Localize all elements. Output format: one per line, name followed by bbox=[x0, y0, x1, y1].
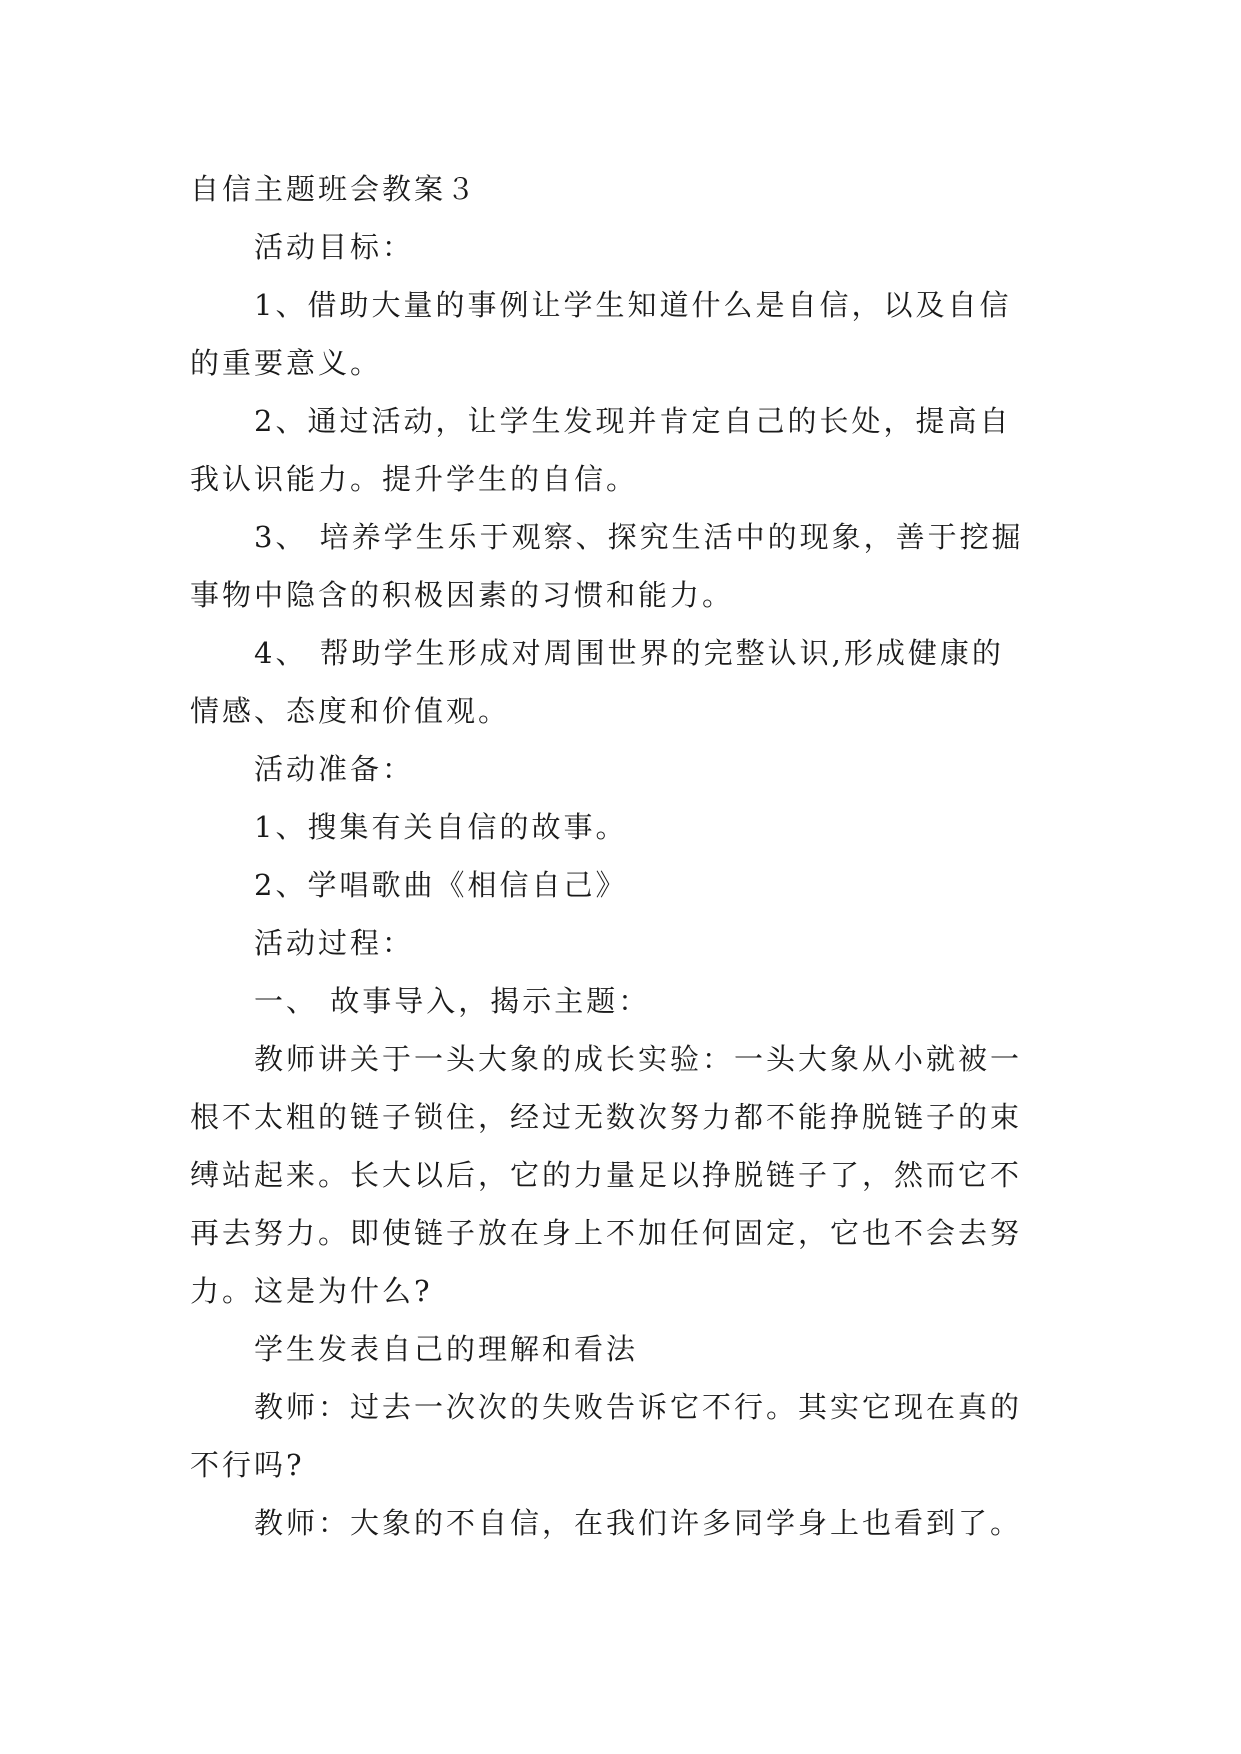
document-title: 自信主题班会教案３ bbox=[190, 172, 479, 206]
paragraph-line: 2、学唱歌曲《相信自己》 bbox=[254, 868, 628, 902]
paragraph-line: 2、通过活动，让学生发现并肯定自己的长处，提高自 bbox=[254, 404, 1012, 438]
paragraph-line: 再去努力。即使链子放在身上不加任何固定，它也不会去努 bbox=[190, 1216, 1023, 1250]
paragraph-line: 根不太粗的链子锁住，经过无数次努力都不能挣脱链子的束 bbox=[190, 1100, 1023, 1134]
paragraph-line: 1、借助大量的事例让学生知道什么是自信，以及自信 bbox=[254, 288, 1012, 322]
subsection-heading: 一、 故事导入，揭示主题： bbox=[254, 984, 651, 1018]
paragraph-line: 事物中隐含的积极因素的习惯和能力。 bbox=[190, 578, 735, 612]
paragraph-line: 情感、态度和价值观。 bbox=[190, 694, 511, 728]
paragraph-line: 学生发表自己的理解和看法 bbox=[254, 1332, 639, 1366]
paragraph-line: 3、 培养学生乐于观察、探究生活中的现象，善于挖掘 bbox=[254, 520, 1024, 554]
paragraph-line: 教师：过去一次次的失败告诉它不行。其实它现在真的 bbox=[254, 1390, 1023, 1424]
paragraph-line: 力。这是为什么? bbox=[190, 1274, 433, 1308]
paragraph-line: 缚站起来。长大以后，它的力量足以挣脱链子了，然而它不 bbox=[190, 1158, 1023, 1192]
paragraph-line: 4、 帮助学生形成对周围世界的完整认识,形成健康的 bbox=[254, 636, 1004, 670]
paragraph-line: 教师：大象的不自信，在我们许多同学身上也看到了。 bbox=[254, 1506, 1023, 1540]
paragraph-line: 1、搜集有关自信的故事。 bbox=[254, 810, 628, 844]
section-heading-goals: 活动目标： bbox=[254, 230, 415, 264]
paragraph-line: 我认识能力。提升学生的自信。 bbox=[190, 462, 639, 496]
paragraph-line: 教师讲关于一头大象的成长实验：一头大象从小就被一 bbox=[254, 1042, 1023, 1076]
paragraph-line: 的重要意义。 bbox=[190, 346, 383, 380]
document-body bbox=[190, 160, 1060, 1552]
section-heading-preparation: 活动准备： bbox=[254, 752, 415, 786]
paragraph-line: 不行吗? bbox=[190, 1448, 305, 1482]
section-heading-process: 活动过程： bbox=[254, 926, 415, 960]
